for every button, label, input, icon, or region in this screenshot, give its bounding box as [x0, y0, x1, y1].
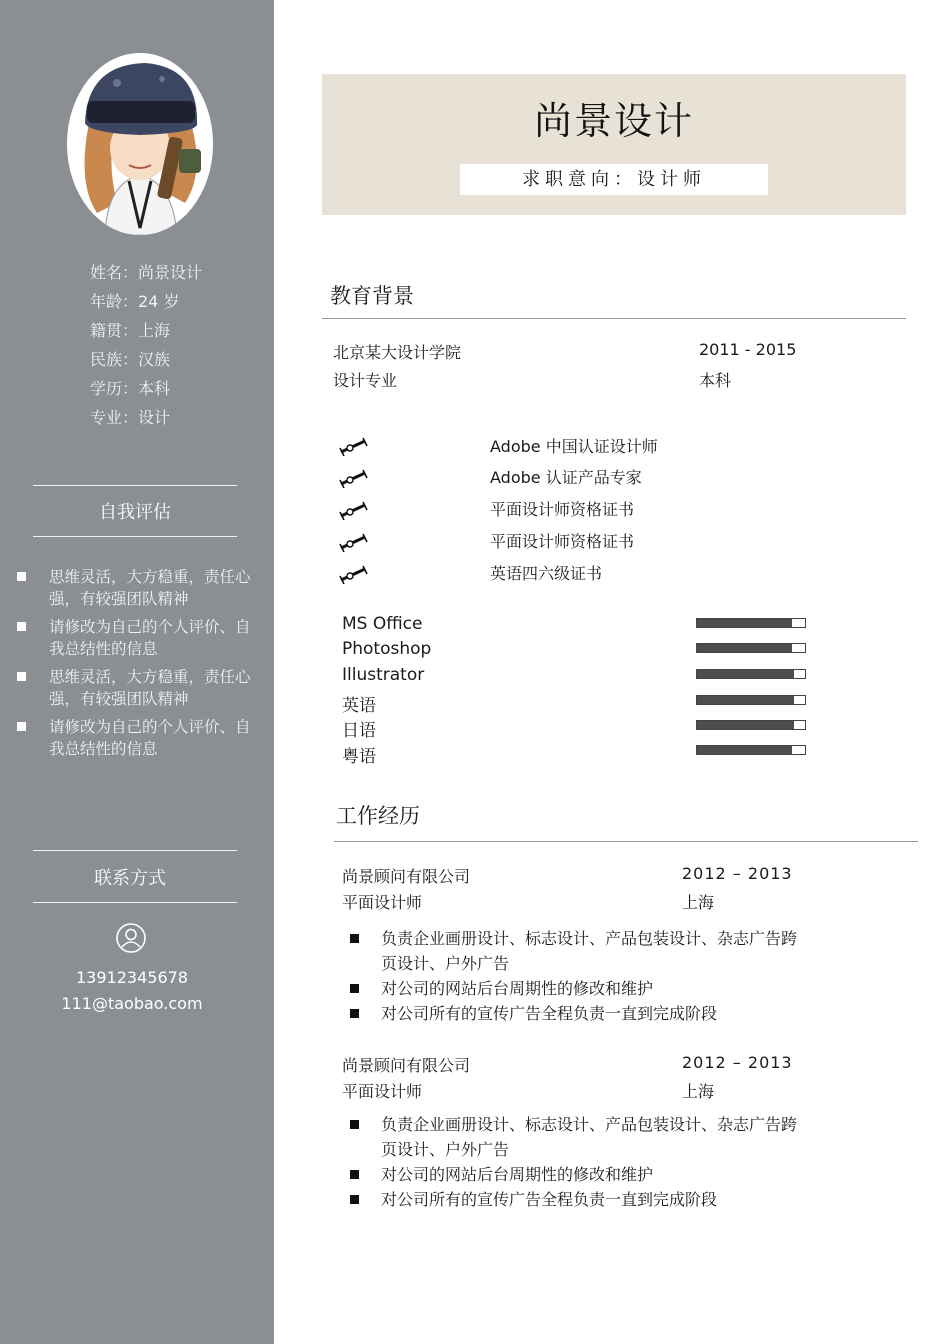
- education-major: 设计专业: [333, 371, 398, 390]
- list-item: [14, 716, 264, 760]
- evaluation-list: [14, 566, 264, 766]
- job-role: 平面设计师: [342, 1082, 423, 1101]
- evaluation-text: 思维灵活，大方稳重，责任心强，有较强团队精神: [49, 668, 251, 708]
- skill-bar-fill: [697, 696, 794, 704]
- education-title: 教育背景: [330, 284, 414, 308]
- divider: [322, 318, 906, 319]
- job-company: 尚景顾问有限公司: [342, 1056, 471, 1075]
- bullet-square-icon: [350, 1170, 359, 1179]
- education-degree: 本科: [699, 371, 732, 390]
- skill-name: MS Office: [342, 614, 423, 634]
- job-period: 2012 – 2013: [682, 864, 793, 883]
- skill-name: Illustrator: [342, 665, 425, 685]
- duty-text: 负责企业画册设计、标志设计、产品包装设计、杂志广告跨页设计、户外广告: [381, 929, 798, 973]
- diploma-icon: [338, 500, 370, 520]
- job-company: 尚景顾问有限公司: [342, 867, 471, 886]
- skill-bar: [696, 695, 806, 705]
- info-major: 专业：设计: [90, 408, 171, 427]
- duty-text: 对公司所有的宣传广告全程负责一直到完成阶段: [381, 1004, 718, 1023]
- evaluation-text: 请修改为自己的个人评价、自我总结性的信息: [49, 718, 251, 758]
- sidebar: [0, 0, 274, 1344]
- bullet-square-icon: [350, 1195, 359, 1204]
- skill-bar-fill: [697, 721, 794, 729]
- certificate-item: Adobe 中国认证设计师: [490, 437, 658, 456]
- bullet-square-icon: [17, 672, 26, 681]
- evaluation-text: 思维灵活，大方稳重，责任心强，有较强团队精神: [49, 568, 251, 608]
- bullet-square-icon: [350, 1120, 359, 1129]
- list-item: [14, 566, 264, 610]
- evaluation-text: 请修改为自己的个人评价、自我总结性的信息: [49, 618, 251, 658]
- info-education: 学历：本科: [90, 379, 171, 398]
- skill-bar-fill: [697, 619, 792, 627]
- info-ethnicity: 民族：汉族: [90, 350, 171, 369]
- skill-name: 粤语: [342, 747, 376, 767]
- skill-name: 英语: [342, 696, 376, 716]
- list-item: [348, 976, 798, 1001]
- page-title: 尚景设计: [533, 99, 694, 143]
- contact-email[interactable]: 111@taobao.com: [61, 994, 203, 1013]
- divider: [33, 485, 237, 486]
- bullet-square-icon: [17, 722, 26, 731]
- duty-text: 负责企业画册设计、标志设计、产品包装设计、杂志广告跨页设计、户外广告: [381, 1115, 798, 1159]
- diploma-icon: [338, 532, 370, 552]
- certificate-item: Adobe 认证产品专家: [490, 468, 642, 487]
- contact-phone[interactable]: 13912345678: [76, 968, 188, 987]
- skill-bar: [696, 618, 806, 628]
- divider: [334, 841, 918, 842]
- certificate-item: 英语四六级证书: [490, 564, 603, 583]
- list-item: [14, 666, 264, 710]
- bullet-square-icon: [350, 984, 359, 993]
- duty-text: 对公司的网站后台周期性的修改和维护: [381, 1165, 654, 1184]
- education-school: 北京某大设计学院: [333, 343, 462, 362]
- contact-title: 联系方式: [94, 868, 166, 889]
- divider: [33, 850, 237, 851]
- skill-bar: [696, 720, 806, 730]
- work-title: 工作经历: [336, 804, 420, 828]
- job-duties: [348, 1112, 798, 1212]
- certificate-item: 平面设计师资格证书: [490, 500, 635, 519]
- bullet-square-icon: [17, 622, 26, 631]
- skill-bar-fill: [697, 670, 794, 678]
- education-years: 2011 - 2015: [699, 340, 797, 359]
- divider: [33, 902, 237, 903]
- list-item: [348, 1112, 798, 1162]
- skill-bar: [696, 745, 806, 755]
- list-item: [348, 926, 798, 976]
- skill-bar: [696, 643, 806, 653]
- personal-info: [90, 258, 202, 432]
- skill-bar-fill: [697, 746, 792, 754]
- user-icon: [115, 922, 147, 954]
- job-intent: 求职意向：设计师: [460, 164, 768, 195]
- list-item: [348, 1187, 798, 1212]
- info-age: 年龄：24 岁: [90, 292, 180, 311]
- duty-text: 对公司所有的宣传广告全程负责一直到完成阶段: [381, 1190, 718, 1209]
- header-banner: [322, 74, 906, 215]
- certificate-item: 平面设计师资格证书: [490, 532, 635, 551]
- job-duties: [348, 926, 798, 1026]
- job-location: 上海: [682, 1082, 715, 1101]
- divider: [33, 536, 237, 537]
- skill-name: 日语: [342, 721, 376, 741]
- job-period: 2012 – 2013: [682, 1053, 793, 1072]
- job-role: 平面设计师: [342, 893, 423, 912]
- skill-bar-fill: [697, 644, 792, 652]
- skill-bar: [696, 669, 806, 679]
- list-item: [348, 1001, 798, 1026]
- duty-text: 对公司的网站后台周期性的修改和维护: [381, 979, 654, 998]
- evaluation-title: 自我评估: [99, 502, 171, 523]
- diploma-icon: [338, 436, 370, 456]
- bullet-square-icon: [350, 1009, 359, 1018]
- bullet-square-icon: [350, 934, 359, 943]
- avatar-illustration: [67, 53, 213, 235]
- diploma-icon: [338, 564, 370, 584]
- list-item: [14, 616, 264, 660]
- skill-name: Photoshop: [342, 639, 432, 659]
- list-item: [348, 1162, 798, 1187]
- bullet-square-icon: [17, 572, 26, 581]
- info-name: 姓名：尚景设计: [90, 263, 203, 282]
- job-location: 上海: [682, 893, 715, 912]
- avatar: [67, 53, 213, 235]
- diploma-icon: [338, 468, 370, 488]
- info-hometown: 籍贯：上海: [90, 321, 171, 340]
